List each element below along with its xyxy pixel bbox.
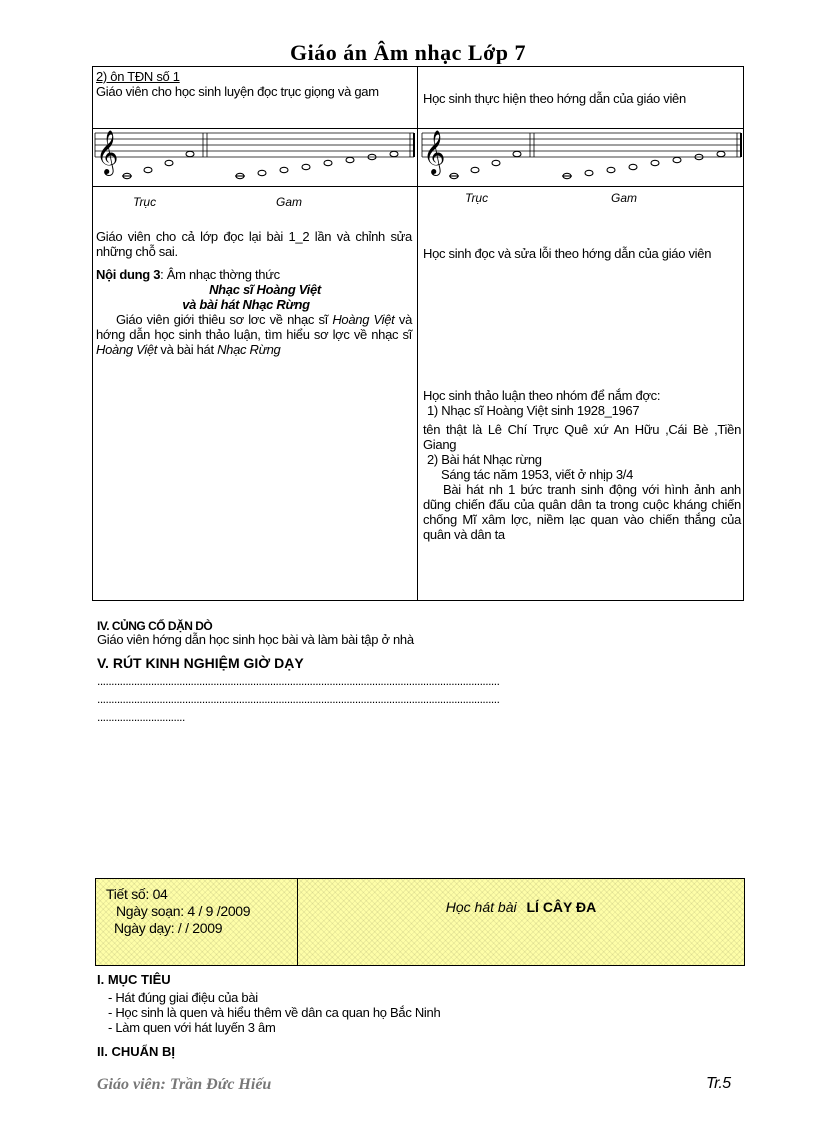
discussion-point: 1) Nhạc sĩ Hoàng Việt sinh 1928_1967 — [427, 403, 640, 418]
note — [585, 170, 593, 175]
note — [651, 160, 659, 165]
section-heading: V. RÚT KINH NGHIỆM GIỜ DẠY — [97, 655, 304, 671]
section-heading: II. CHUẨN BỊ — [97, 1044, 175, 1059]
song-name: Nhạc Rừng — [217, 342, 281, 357]
lesson-number: Tiết số: 04 — [106, 886, 168, 902]
discussion-point: Bài hát nh 1 bức tranh sinh động với hình ảnh anh dũng chiến đấu của quân dân ta trong cuộc kháng chiến chống Mĩ xâm lợc, niềm lạc quan vào chiến thắng của quân và dân ta — [423, 482, 741, 542]
note — [629, 164, 637, 169]
note — [280, 167, 288, 172]
objectives-list — [108, 990, 728, 1035]
discussion-intro: Học sinh thảo luận theo nhóm để nắm đợc: — [423, 388, 661, 403]
blank-line: .............................................................................................................................................. — [97, 692, 500, 706]
note — [390, 151, 398, 156]
note — [258, 170, 266, 175]
note — [324, 160, 332, 165]
song-title: LÍ CÂY ĐA — [526, 899, 597, 915]
page-number: Tr.5 — [706, 1075, 731, 1092]
composer-name: Hoàng Việt — [332, 312, 395, 327]
review-cell — [96, 69, 414, 99]
note — [513, 151, 521, 156]
note — [186, 151, 194, 156]
review-heading: 2) ôn TĐN số 1 — [96, 69, 180, 84]
note — [346, 157, 354, 162]
page-title: Giáo án Âm nhạc Lớp 7 — [290, 40, 526, 64]
composer-name: Hoàng Việt — [96, 342, 158, 357]
intro-text: và hớng dẫn học sinh thảo luận, tìm hiểu sơ lợc về nhạc sĩ — [96, 312, 413, 342]
staff-left — [95, 133, 414, 157]
caption-gam: Gam — [611, 191, 638, 205]
teaching-date: Ngày dạy: / / 2009 — [114, 920, 223, 936]
list-item: - Làm quen với hát luyến 3 âm — [108, 1020, 276, 1035]
content-heading — [96, 267, 412, 282]
note — [144, 167, 152, 172]
student-response: Học sinh thực hiện theo hớng dẫn của giáo viên — [423, 91, 686, 106]
discussion-point: 2) Bài hát Nhạc rừng — [427, 452, 542, 467]
discussion-point: Sáng tác năm 1953, viết ở nhịp 3/4 — [441, 467, 634, 482]
staff-right — [422, 133, 741, 157]
review-instruction: Giáo viên cho học sinh luyện đọc trục giọng và gam — [96, 84, 379, 99]
lesson-box-divider — [297, 878, 298, 966]
teacher-review-text: Giáo viên cho cả lớp đọc lại bài 1_2 lần và chỉnh sửa những chỗ sai. — [96, 229, 412, 259]
homework-text: Giáo viên hớng dẫn học sinh học bài và làm bài tập ở nhà — [97, 632, 414, 647]
list-item: - Học sinh là quen và hiểu thêm về dân ca quan họ Bắc Ninh — [108, 1005, 441, 1020]
content-label: Nội dung 3 — [96, 267, 161, 282]
caption-truc: Trục — [133, 195, 157, 209]
treble-clef-icon: 𝄞 — [96, 130, 119, 174]
section-heading: I. MỤC TIÊU — [97, 972, 171, 987]
note — [607, 167, 615, 172]
table-row-divider — [92, 186, 744, 187]
teacher-activity — [96, 229, 412, 357]
lesson-title — [297, 899, 745, 915]
lesson-activity: Học hát bài — [445, 899, 517, 915]
note — [471, 167, 479, 172]
music-staff — [92, 129, 744, 186]
prep-date: Ngày soạn: 4 / 9 /2009 — [116, 903, 251, 919]
content-text: : Âm nhạc thờng thức — [160, 267, 280, 282]
student-discussion — [423, 388, 741, 542]
section-heading: IV. CỦNG CỐ DẶN DÒ — [97, 619, 213, 633]
caption-truc: Trục — [465, 191, 489, 205]
caption-gam: Gam — [276, 195, 303, 209]
note — [492, 160, 500, 165]
discussion-point: tên thật là Lê Chí Trực Quê xứ An Hữu ,Cái Bè ,Tiền Giang — [423, 422, 741, 452]
blank-line: .............................................................................................................................................. — [97, 674, 500, 688]
list-item: - Hát đúng giai điệu của bài — [108, 990, 258, 1005]
topic-subtitle: và bài hát Nhạc Rừng — [182, 297, 310, 312]
topic-title: Nhạc sĩ Hoàng Việt — [209, 282, 321, 297]
intro-text: Giáo viên giới thiêu sơ lơc về nhạc sĩ — [116, 312, 328, 327]
intro-text: và bài hát — [157, 342, 218, 357]
teacher-intro — [96, 312, 412, 357]
notes-right — [449, 151, 725, 178]
teacher-signature: Giáo viên: Trần Đức Hiếu — [97, 1076, 272, 1093]
note — [302, 164, 310, 169]
treble-clef-icon: 𝄞 — [423, 130, 446, 174]
student-correction: Học sinh đọc và sửa lỗi theo hớng dẫn của giáo viên — [423, 246, 712, 261]
blank-line: ............................... — [97, 710, 185, 724]
note — [165, 160, 173, 165]
notes-left — [122, 151, 398, 178]
note — [717, 151, 725, 156]
note — [673, 157, 681, 162]
